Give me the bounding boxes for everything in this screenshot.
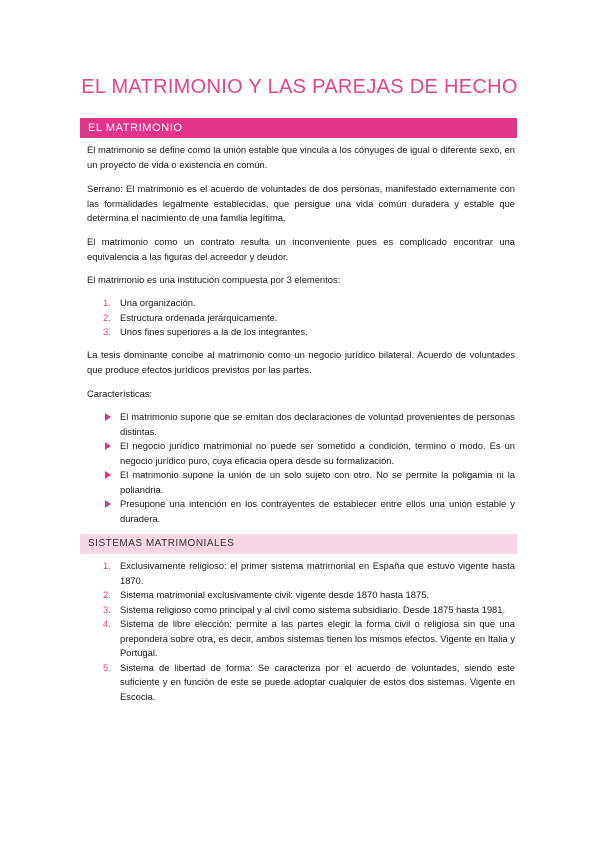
list-item bbox=[87, 325, 515, 340]
list-item-text: Presupone una intención en los contrayentes de establecer entre ellos una unión estable y duradera. bbox=[120, 498, 515, 524]
arrow-bullet-icon bbox=[105, 413, 111, 421]
systems-list bbox=[87, 559, 515, 704]
list-item-text: Exclusivamente religioso: el primer sistema matrimonial en España que estuvo vigente hasta 1870. bbox=[120, 560, 515, 586]
list-number: 2. bbox=[103, 589, 111, 600]
list-item-text: Sistema de libertad de forma: Se caracteriza por el acuerdo de voluntades, siendo este suficiente y en función de este se puede adoptar cualquier de estos dos sistemas. Vigente en Escocia. bbox=[120, 661, 515, 702]
list-item-text: Una organización. bbox=[120, 297, 196, 308]
list-number: 3. bbox=[103, 603, 111, 615]
paragraph-serrano: Serrano: El matrimonio es el acuerdo de voluntades de dos personas, manifestado externamente con las formalidades legalmente establecidas, que persigue una vida común duradera y estable que determina el nacimiento de una familia legítima. bbox=[87, 183, 515, 223]
list-number: 3. bbox=[103, 326, 111, 337]
list-number: 4. bbox=[103, 618, 111, 629]
section-heading-sistemas: SISTEMAS MATRIMONIALES bbox=[80, 534, 517, 554]
list-item bbox=[87, 559, 515, 588]
list-item bbox=[87, 661, 515, 705]
list-item-text: El matrimonio supone que se emitan dos declaraciones de voluntad provenientes de personas distintas. bbox=[120, 411, 515, 437]
list-item bbox=[87, 497, 515, 526]
list-item bbox=[87, 588, 515, 603]
list-item-text: El matrimonio supone la unión de un solo sujeto con otro. No se permite la poligamia ni la poliandria. bbox=[120, 469, 515, 495]
paragraph-institution: El matrimonio es una institución compuesta por 3 elementos: bbox=[87, 274, 341, 285]
features-list bbox=[87, 410, 515, 526]
list-number: 2. bbox=[103, 311, 111, 323]
paragraph-contract: El matrimonio como un contrato resulta un inconveniente pues es complicado encontrar una equivalencia a las figuras del acreedor y deudor. bbox=[87, 236, 515, 262]
list-item-text: Sistema matrimonial exclusivamente civil: vigente desde 1870 hasta 1875. bbox=[120, 589, 430, 600]
list-item-text: Sistema religioso como principal y al civil como sistema subsidiario. Desde 1875 hasta 1981. bbox=[120, 603, 506, 615]
paragraph-definition: El matrimonio se define como la unión estable que vincula a los cónyuges de igual o diferente sexo, en un proyecto de vida o existencia en común. bbox=[87, 144, 515, 170]
arrow-bullet-icon bbox=[105, 442, 111, 450]
list-item bbox=[87, 468, 515, 497]
list-item bbox=[87, 311, 515, 326]
list-item-text: El negocio jurídico matrimonial no puede ser sometido a condición, termino o modo. Es un negocio jurídico puro, cuya eficacia opera desde su formalización. bbox=[120, 440, 515, 466]
paragraph-features-label: Características: bbox=[87, 388, 153, 399]
list-number: 5. bbox=[103, 661, 111, 673]
list-number: 1. bbox=[103, 297, 111, 308]
arrow-bullet-icon bbox=[105, 471, 111, 479]
arrow-bullet-icon bbox=[105, 500, 111, 508]
list-number: 1. bbox=[103, 560, 111, 571]
list-item bbox=[87, 296, 515, 311]
list-item-text: Estructura ordenada jerárquicamente. bbox=[120, 311, 278, 323]
page-title: EL MATRIMONIO Y LAS PAREJAS DE HECHO bbox=[81, 76, 518, 98]
list-item bbox=[87, 439, 515, 468]
list-item bbox=[87, 617, 515, 661]
list-item-text: Sistema de libre elección: permite a las partes elegir la forma civil o religiosa sin que una prepondera sobre otra, es decir, ambos sistemas tienen los mismos efectos. Vigente en Italia y Portugal. bbox=[120, 618, 515, 658]
list-item bbox=[87, 603, 515, 618]
list-item-text: Unos fines superiores a la de los integrantes. bbox=[120, 326, 308, 337]
paragraph-thesis: La tesis dominante concibe al matrimonio como un negocio jurídico bilateral. Acuerdo de voluntades que produce efectos jurídicos previstos por las partes. bbox=[87, 349, 515, 375]
section-heading-matrimonio: EL MATRIMONIO bbox=[80, 118, 517, 138]
elements-list bbox=[87, 296, 515, 340]
list-item bbox=[87, 410, 515, 439]
